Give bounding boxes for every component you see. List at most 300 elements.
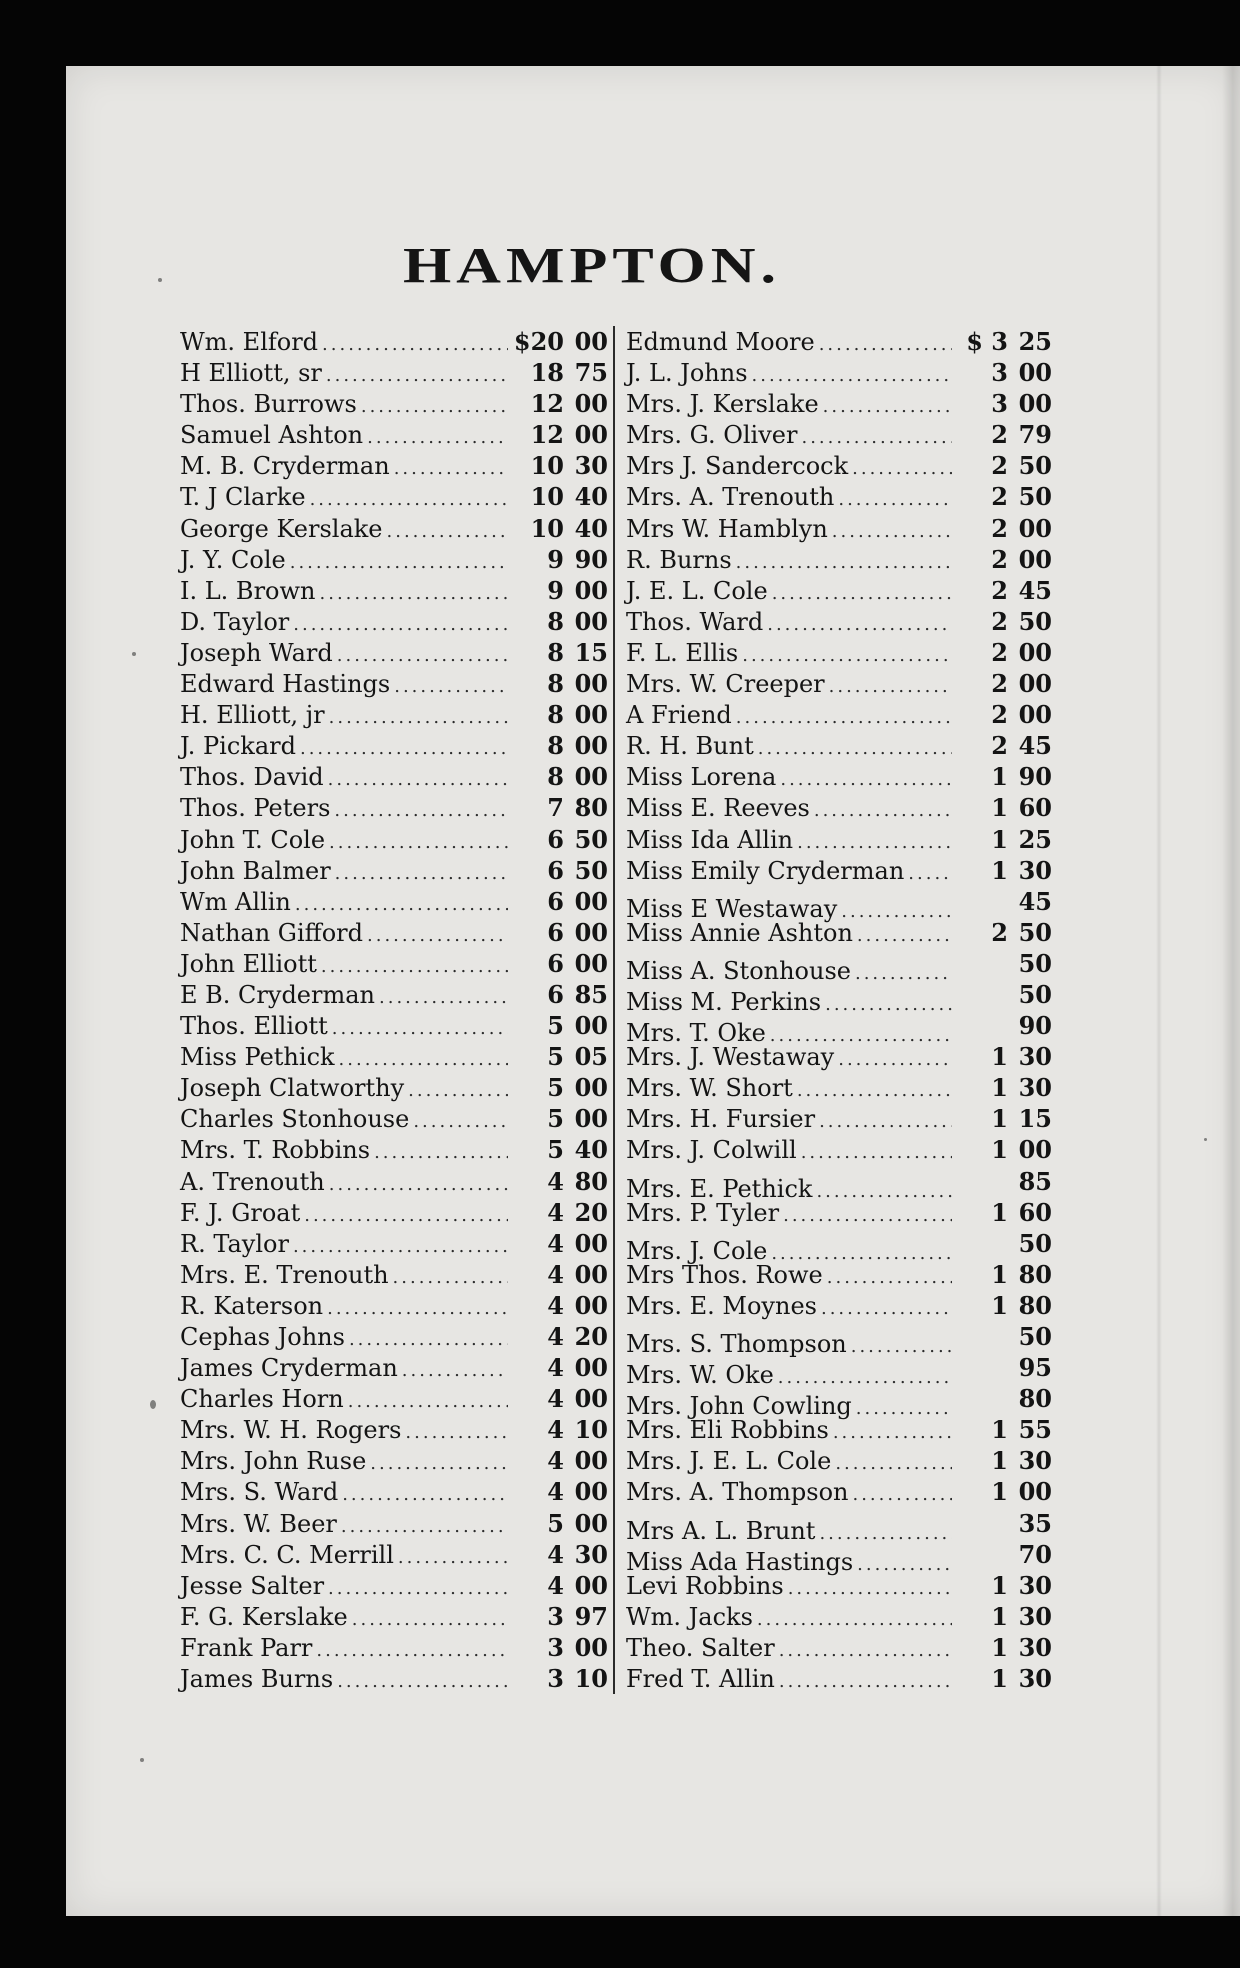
subscriber-name: R. Burns (626, 545, 732, 574)
subscription-amount (956, 1632, 1052, 1663)
amount-dollars: 1 (991, 1632, 1008, 1662)
subscriber-row (180, 1570, 608, 1601)
subscriber-name: Mrs. J. Kerslake (626, 390, 819, 419)
subscription-amount (956, 730, 1052, 761)
page-title: HAMPTON. (402, 238, 782, 295)
subscription-amount (512, 1134, 608, 1165)
dot-leader (838, 484, 952, 515)
amount-cents: 55 (1018, 1415, 1052, 1445)
subscriber-name: Nathan Gifford (180, 918, 363, 947)
subscriber-name: Wm. Elford (180, 328, 319, 356)
subscriber-name: I. L. Brown (180, 576, 316, 605)
subscription-amount (956, 1414, 1052, 1445)
subscriber-row (626, 1508, 1052, 1545)
dot-leader (788, 1573, 952, 1604)
subscriber-name: Miss Lorena (626, 763, 777, 792)
subscriber-row (626, 1259, 1052, 1290)
subscription-amount (512, 1445, 608, 1476)
subscriber-row (626, 855, 1052, 886)
subscriber-name: John Elliott (180, 949, 317, 978)
amount-dollars: 8 (547, 606, 564, 636)
amount-dollars: 4 (547, 1570, 564, 1600)
amount-dollars: 4 (547, 1228, 564, 1258)
subscriber-row (180, 481, 608, 512)
amount-cents: 50 (1018, 1322, 1052, 1351)
subscription-amount (956, 917, 1052, 948)
subscriber-name: Mrs. John Cowling (626, 1392, 852, 1421)
subscriber-row (626, 326, 1052, 357)
dot-leader (779, 1666, 952, 1697)
dot-leader (327, 1293, 508, 1324)
subscriber-name: J. L. Johns (626, 359, 748, 388)
left-column (180, 326, 608, 1694)
dot-leader (823, 391, 952, 422)
dot-leader (402, 1355, 508, 1386)
subscription-amount (512, 761, 608, 792)
amount-cents: 00 (1018, 389, 1052, 419)
dot-leader (339, 1044, 508, 1075)
subscriber-row (626, 699, 1052, 730)
amount-dollars: 10 (530, 513, 564, 543)
dot-leader (855, 958, 952, 989)
subscriber-name: Mrs. C. C. Merrill (180, 1540, 394, 1569)
subscription-amount (956, 1041, 1052, 1072)
subscription-amount (512, 1476, 608, 1507)
amount-cents: 00 (1018, 700, 1052, 730)
amount-cents: 00 (574, 1508, 608, 1538)
amount-cents: 80 (574, 793, 608, 823)
subscriber-name: Mrs Thos. Rowe (626, 1260, 823, 1289)
subscriber-row (626, 1290, 1052, 1321)
subscriber-row (180, 326, 608, 357)
amount-cents: 30 (1018, 1601, 1052, 1631)
amount-dollars: 4 (547, 1197, 564, 1227)
subscriber-name: J. E. L. Cole (626, 576, 768, 605)
subscriber-row (626, 575, 1052, 606)
amount-dollars: 10 (530, 482, 564, 512)
amount-dollars: 5 (547, 1073, 564, 1103)
subscriber-row (626, 450, 1052, 481)
amount-cents: 30 (1018, 1446, 1052, 1476)
amount-dollars: 6 (547, 948, 564, 978)
subscriber-name: Mrs W. Hamblyn (626, 514, 828, 543)
amount-cents: 15 (574, 637, 608, 667)
dot-leader (329, 702, 508, 733)
subscriber-name: Miss E. Reeves (626, 794, 810, 823)
subscriber-row (626, 1570, 1052, 1601)
subscriber-name: Mrs. E. Pethick (626, 1174, 813, 1203)
dot-leader (337, 640, 508, 671)
subscriber-row (180, 1414, 608, 1445)
amount-dollars: 12 (530, 389, 564, 419)
dot-leader (752, 360, 952, 391)
subscription-amount (956, 575, 1052, 606)
amount-dollars: 4 (547, 1415, 564, 1445)
subscription-amount (512, 1072, 608, 1103)
subscription-amount (512, 388, 608, 419)
subscription-amount (956, 668, 1052, 699)
subscriber-name: T. J Clarke (180, 483, 306, 512)
subscription-amount (956, 761, 1052, 792)
subscriber-row (626, 419, 1052, 450)
dot-leader (300, 733, 508, 764)
amount-dollars: 1 (991, 1477, 1008, 1507)
subscriber-name: Thos. Elliott (180, 1012, 328, 1041)
subscriber-row (180, 1508, 608, 1539)
amount-dollars: 6 (547, 855, 564, 885)
subscription-amount (512, 730, 608, 761)
amount-dollars: 3 (547, 1632, 564, 1662)
subscriber-row (180, 1166, 608, 1197)
subscription-amount (512, 668, 608, 699)
amount-dollars: 4 (547, 1539, 564, 1569)
subscriber-name: Mrs. John Ruse (180, 1447, 367, 1476)
amount-cents: 30 (1018, 1073, 1052, 1103)
dot-leader (772, 578, 952, 609)
amount-dollars: 8 (547, 700, 564, 730)
subscription-amount (956, 1072, 1052, 1103)
dot-leader (394, 453, 508, 484)
subscriber-row (180, 1072, 608, 1103)
subscriber-name: Mrs. J. Westaway (626, 1043, 835, 1072)
subscriber-name: Miss A. Stonhouse (626, 956, 851, 985)
subscriber-name: F. L. Ellis (626, 638, 739, 667)
dot-leader (835, 1448, 952, 1479)
subscriber-name: A. Trenouth (180, 1167, 325, 1196)
subscription-amount (512, 481, 608, 512)
dot-leader (310, 484, 508, 515)
dot-leader (908, 858, 952, 889)
subscription-amount (512, 1663, 608, 1694)
subscriber-name: Mrs. T. Robbins (180, 1136, 371, 1165)
subscriber-row (626, 637, 1052, 668)
subscription-amount (956, 1228, 1052, 1259)
dot-leader (348, 1386, 508, 1417)
amount-cents: 40 (574, 513, 608, 543)
amount-cents: 05 (574, 1042, 608, 1072)
subscription-amount (956, 1508, 1052, 1539)
amount-dollars: 1 (991, 1446, 1008, 1476)
amount-cents: 30 (1018, 1632, 1052, 1662)
subscriber-row (626, 1663, 1052, 1694)
subscriber-name: Mrs. T. Oke (626, 1019, 766, 1048)
subscriber-row (180, 419, 608, 450)
subscription-amount (512, 1539, 608, 1570)
amount-dollars: 2 (991, 513, 1008, 543)
subscriber-row (180, 1445, 608, 1476)
amount-cents: 15 (1018, 1104, 1052, 1134)
dot-leader (370, 1448, 508, 1479)
amount-cents: 00 (574, 917, 608, 947)
dot-leader (342, 1479, 508, 1510)
subscriber-row (180, 948, 608, 979)
amount-cents: 50 (1018, 979, 1052, 1009)
amount-cents: 30 (1018, 855, 1052, 885)
dot-leader (405, 1417, 508, 1448)
dot-leader (334, 795, 508, 826)
amount-dollars: 6 (547, 886, 564, 916)
amount-dollars: 1 (991, 1259, 1008, 1289)
dot-leader (780, 764, 952, 795)
subscriber-row (180, 668, 608, 699)
amount-cents: 60 (1018, 1197, 1052, 1227)
amount-dollars: 3 (547, 1664, 564, 1694)
subscriber-name: Mrs. H. Fursier (626, 1105, 816, 1134)
dot-leader (833, 1417, 952, 1448)
amount-dollars: 1 (991, 1601, 1008, 1631)
subscriber-name: H Elliott, sr (180, 359, 322, 388)
subscription-amount (512, 699, 608, 730)
subscriber-name: Joseph Clatworthy (180, 1074, 405, 1103)
subscriber-row (180, 1197, 608, 1228)
amount-dollars: 4 (547, 1384, 564, 1414)
subscription-amount (956, 1352, 1052, 1383)
amount-dollars: 5 (547, 1042, 564, 1072)
subscription-amount (512, 513, 608, 544)
amount-dollars: 7 (547, 793, 564, 823)
subscriber-name: Mrs. A. Trenouth (626, 483, 835, 512)
subscription-amount (512, 1508, 608, 1539)
subscription-amount (512, 357, 608, 388)
subscriber-row (626, 1134, 1052, 1165)
amount-cents: 25 (1018, 327, 1052, 356)
amount-cents: 45 (1018, 731, 1052, 761)
amount-cents: 00 (574, 575, 608, 605)
amount-dollars: 6 (547, 979, 564, 1009)
subscriber-row (180, 824, 608, 855)
subscription-amount (512, 886, 608, 917)
amount-dollars: 1 (991, 1135, 1008, 1165)
subscriber-row (626, 1228, 1052, 1265)
amount-dollars: 5 (547, 1135, 564, 1165)
subscription-amount (956, 1445, 1052, 1476)
dot-leader (852, 453, 952, 484)
dot-leader (736, 702, 952, 733)
dot-leader (295, 889, 508, 920)
dot-leader (335, 858, 508, 889)
amount-dollars: 4 (547, 1353, 564, 1383)
page-edge-shadow (1222, 66, 1240, 1916)
amount-dollars: 10 (530, 451, 564, 481)
ink-speck (158, 278, 162, 282)
subscriber-row (180, 1539, 608, 1570)
amount-cents: 00 (574, 1384, 608, 1414)
subscription-amount (956, 1570, 1052, 1601)
subscriber-name: Joseph Ward (180, 638, 333, 667)
dot-leader (408, 1075, 508, 1106)
amount-cents: 00 (574, 1228, 608, 1258)
subscription-amount (512, 1383, 608, 1414)
subscription-amount (956, 1476, 1052, 1507)
amount-cents: 00 (574, 1632, 608, 1662)
dot-leader (819, 329, 952, 360)
subscriber-name: F. J. Groat (180, 1198, 301, 1227)
amount-cents: 00 (574, 1104, 608, 1134)
amount-cents: 00 (574, 1259, 608, 1289)
amount-dollars: 2 (991, 669, 1008, 699)
dot-leader (797, 1075, 952, 1106)
subscriber-name: Cephas Johns (180, 1323, 345, 1351)
subscriber-row (180, 1632, 608, 1663)
amount-dollars: 2 (991, 575, 1008, 605)
subscriber-row (180, 855, 608, 886)
subscriber-row (180, 1352, 608, 1383)
subscriber-name: Edward Hastings (180, 670, 391, 699)
amount-dollars: 1 (991, 855, 1008, 885)
dot-leader (413, 1106, 508, 1137)
subscriber-row (626, 761, 1052, 792)
amount-cents: 45 (1018, 575, 1052, 605)
subscription-amount (956, 1259, 1052, 1290)
subscriber-name: Frank Parr (180, 1633, 313, 1662)
amount-dollars: 3 (991, 358, 1008, 388)
dot-leader (304, 1200, 508, 1231)
dot-leader (367, 422, 508, 453)
dot-leader (322, 329, 508, 360)
amount-dollars: 1 (991, 1073, 1008, 1103)
subscriber-row (626, 1632, 1052, 1663)
ink-speck (140, 1758, 144, 1762)
ink-speck (132, 652, 136, 656)
dot-leader (851, 1331, 952, 1362)
amount-cents: 00 (1018, 358, 1052, 388)
subscriber-name: Wm Allin (180, 887, 291, 916)
subscriber-row (626, 917, 1052, 948)
subscription-amount (512, 544, 608, 575)
amount-cents: 30 (574, 1539, 608, 1569)
subscriber-name: Mrs. W. H. Rogers (180, 1416, 402, 1445)
dot-leader (801, 422, 952, 453)
subscription-amount (956, 1383, 1052, 1414)
amount-cents: 00 (574, 1446, 608, 1476)
subscriber-row (626, 544, 1052, 575)
subscription-amount (956, 450, 1052, 481)
subscriber-name: Fred T. Allin (626, 1665, 775, 1694)
subscriber-row (180, 1041, 608, 1072)
subscription-amount (512, 824, 608, 855)
amount-dollars: 1 (991, 1664, 1008, 1694)
amount-dollars: 5 (547, 1104, 564, 1134)
amount-dollars: 2 (991, 451, 1008, 481)
amount-cents: 50 (1018, 917, 1052, 947)
subscriber-row (180, 544, 608, 575)
subscription-amount (512, 1632, 608, 1663)
amount-dollars: 2 (991, 731, 1008, 761)
dot-leader (819, 1106, 952, 1137)
amount-dollars: 4 (547, 1477, 564, 1507)
subscription-amount (956, 419, 1052, 450)
subscriber-row (180, 388, 608, 419)
dot-leader (783, 1200, 952, 1231)
subscriber-name: John T. Cole (180, 825, 326, 854)
dot-leader (374, 1137, 508, 1168)
subscription-amount (512, 855, 608, 886)
subscriber-name: Mrs. Eli Robbins (626, 1416, 829, 1445)
subscriber-row (626, 792, 1052, 823)
subscription-amount (512, 1570, 608, 1601)
subscriber-name: Miss Annie Ashton (626, 918, 853, 947)
dot-leader (814, 795, 952, 826)
amount-cents: 00 (574, 1353, 608, 1383)
amount-dollars: 1 (991, 1197, 1008, 1227)
ink-speck (1204, 1138, 1207, 1141)
amount-cents: 90 (574, 544, 608, 574)
amount-dollars: 4 (547, 1259, 564, 1289)
subscription-amount (956, 1103, 1052, 1134)
amount-cents: 50 (1018, 451, 1052, 481)
dot-leader (316, 1635, 508, 1666)
subscriber-name: Mrs. J. Cole (626, 1236, 768, 1265)
subscriber-name: Mrs. W. Beer (180, 1509, 337, 1538)
amount-cents: 00 (574, 420, 608, 450)
amount-dollars: 3 (547, 1601, 564, 1631)
amount-cents: 45 (1018, 886, 1052, 916)
amount-cents: 40 (574, 1135, 608, 1165)
subscriber-name: Mrs. W. Oke (626, 1361, 774, 1390)
subscriber-row (626, 513, 1052, 544)
amount-cents: 60 (1018, 793, 1052, 823)
subscription-amount (512, 1290, 608, 1321)
dot-leader (290, 547, 508, 578)
dot-leader (857, 920, 952, 951)
amount-cents: 00 (574, 1477, 608, 1507)
amount-cents: 00 (574, 762, 608, 792)
dot-leader (736, 547, 952, 578)
amount-dollars: 8 (547, 669, 564, 699)
subscriber-row (180, 1259, 608, 1290)
subscriber-row (626, 668, 1052, 699)
subscription-amount (956, 855, 1052, 886)
amount-cents: 00 (1018, 1135, 1052, 1165)
dot-leader (332, 1013, 508, 1044)
subscriber-row (180, 1134, 608, 1165)
amount-dollars: 8 (547, 762, 564, 792)
amount-cents: 79 (1018, 420, 1052, 450)
subscription-amount (512, 948, 608, 979)
amount-cents: 00 (1018, 513, 1052, 543)
dot-leader (320, 578, 509, 609)
amount-cents: 30 (574, 451, 608, 481)
amount-cents: 00 (574, 1073, 608, 1103)
amount-dollars: 9 (547, 575, 564, 605)
amount-dollars: 3 (991, 389, 1008, 419)
dot-leader (293, 609, 508, 640)
subscriber-name: Mrs. E. Moynes (626, 1291, 817, 1320)
amount-cents: 70 (1018, 1539, 1052, 1569)
subscriber-name: Thos. Ward (626, 607, 764, 636)
amount-cents: 80 (1018, 1259, 1052, 1289)
subscription-amount (956, 513, 1052, 544)
amount-cents: 95 (1018, 1353, 1052, 1383)
subscription-amount (956, 948, 1052, 979)
subscriber-row (180, 699, 608, 730)
amount-cents: 30 (1018, 1664, 1052, 1694)
amount-cents: 00 (574, 886, 608, 916)
amount-cents: 00 (574, 1570, 608, 1600)
subscription-amount (512, 1103, 608, 1134)
column-divider (613, 326, 615, 1694)
ink-speck (150, 1400, 156, 1409)
amount-cents: 00 (1018, 669, 1052, 699)
subscriber-name: Miss M. Perkins (626, 988, 822, 1017)
amount-dollars: 2 (991, 700, 1008, 730)
subscriber-name: John Balmer (180, 856, 331, 885)
dot-leader (767, 609, 952, 640)
amount-cents: 35 (1018, 1508, 1052, 1538)
subscriber-row (180, 730, 608, 761)
dot-leader (821, 1293, 952, 1324)
amount-dollars: 1 (991, 762, 1008, 792)
